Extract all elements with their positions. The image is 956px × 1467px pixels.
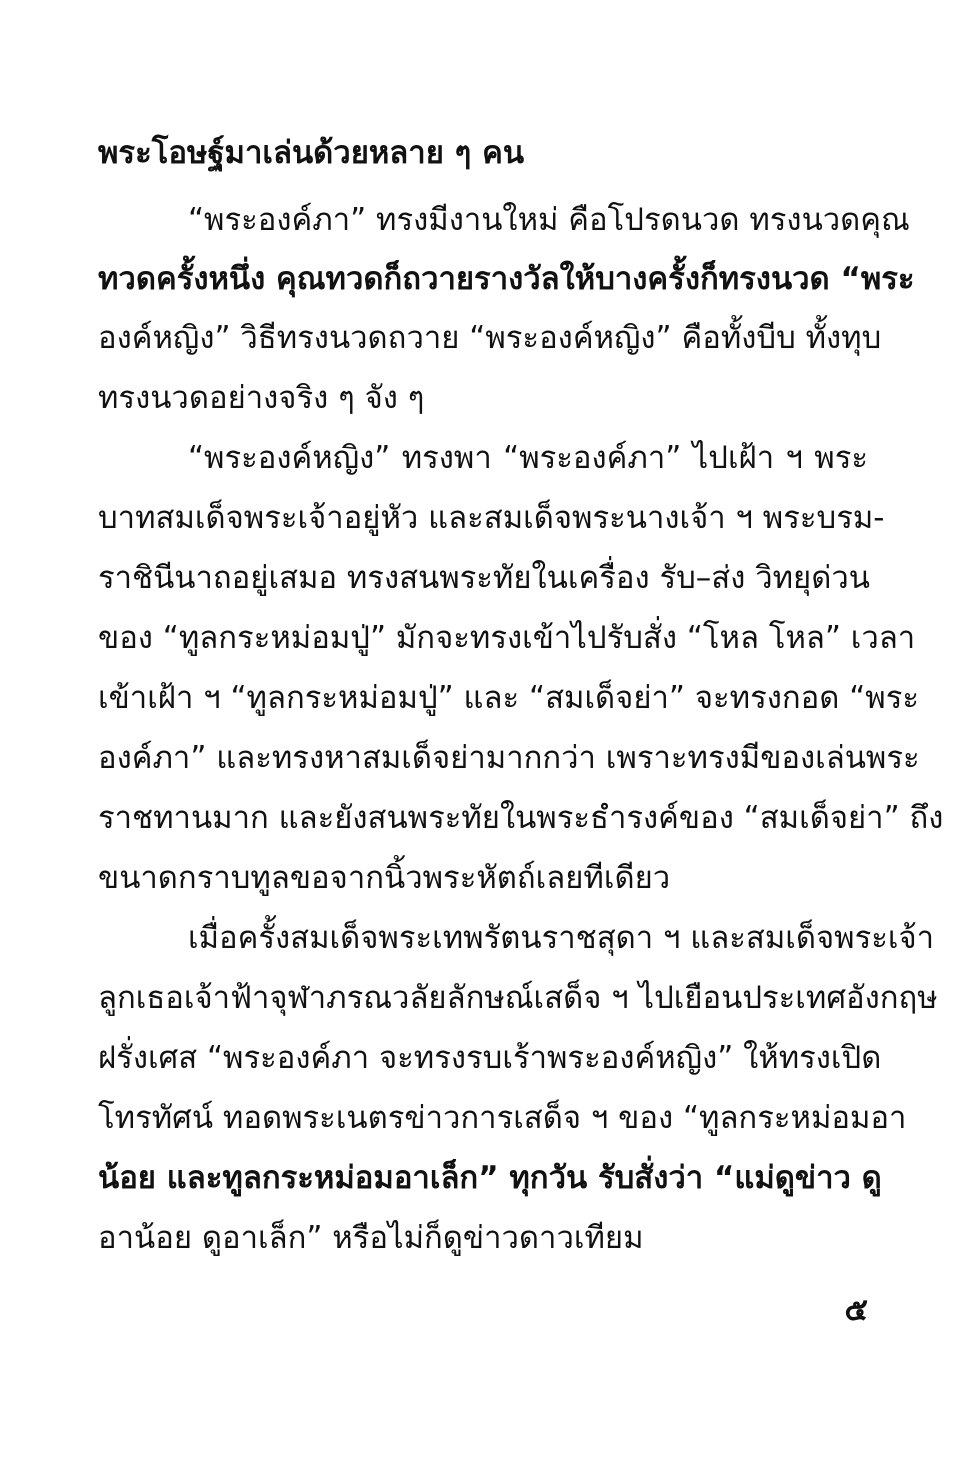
paragraph-3-line-3: ราชินีนาถอยู่เสมอ ทรงสนพระทัยในเครื่อง รับ–ส่ง วิทยุด่วน [98,560,870,596]
paragraph-3-line-8: ขนาดกราบทูลขอจากนิ้วพระหัตถ์เลยทีเดียว [98,860,671,896]
paragraph-4-line-3: ฝรั่งเศส “พระองค์ภา จะทรงรบเร้าพระองค์หญิง” ให้ทรงเปิด [98,1040,882,1076]
paragraph-4-line-2: ลูกเธอเจ้าฟ้าจุฬาภรณวลัยลักษณ์เสด็จ ฯ ไปเยือนประเทศอังกฤษ [98,980,938,1016]
paragraph-4-line-1: เมื่อครั้งสมเด็จพระเทพรัตนราชสุดา ฯ และสมเด็จพระเจ้า [188,920,935,956]
paragraph-2-line-2: ทวดครั้งหนึ่ง คุณทวดก็ถวายรางวัลให้บางครั้งก็ทรงนวด “พระ [98,261,915,297]
paragraph-4-line-4: โทรทัศน์ ทอดพระเนตรข่าวการเสด็จ ฯ ของ “ทูลกระหม่อมอา [98,1100,907,1136]
text-line-1: พระโอษฐ์มาเล่นด้วยหลาย ๆ คน [98,135,525,171]
paragraph-2-line-1: “พระองค์ภา” ทรงมีงานใหม่ คือโปรดนวด ทรงนวดคุณ [188,202,910,238]
paragraph-3-line-5: เข้าเฝ้า ฯ “ทูลกระหม่อมปู่” และ “สมเด็จย่า” จะทรงกอด “พระ [98,680,920,716]
paragraph-3-line-7: ราชทานมาก และยังสนพระทัยในพระธำรงค์ของ “สมเด็จย่า” ถึง [98,800,944,836]
paragraph-3-line-4: ของ “ทูลกระหม่อมปู่” มักจะทรงเข้าไปรับสั่ง “โหล โหล” เวลา [98,620,916,656]
paragraph-4-line-5: น้อย และทูลกระหม่อมอาเล็ก” ทุกวัน รับสั่งว่า “แม่ดูข่าว ดู [98,1160,882,1196]
paragraph-3-line-2: บาทสมเด็จพระเจ้าอยู่หัว และสมเด็จพระนางเจ้า ฯ พระบรม- [98,500,885,536]
paragraph-4-line-6: อาน้อย ดูอาเล็ก” หรือไม่ก็ดูข่าวดาวเทียม [98,1220,644,1256]
paragraph-2-line-4: ทรงนวดอย่างจริง ๆ จัง ๆ [98,380,425,416]
paragraph-3-line-6: องค์ภา” และทรงหาสมเด็จย่ามากกว่า เพราะทรงมีของเล่นพระ [98,740,920,776]
page-number: ๕ [844,1292,868,1328]
paragraph-3-line-1: “พระองค์หญิง” ทรงพา “พระองค์ภา” ไปเฝ้า ฯ พระ [188,440,868,476]
paragraph-2-line-3: องค์หญิง” วิธีทรงนวดถวาย “พระองค์หญิง” คือทั้งบีบ ทั้งทุบ [98,320,882,356]
